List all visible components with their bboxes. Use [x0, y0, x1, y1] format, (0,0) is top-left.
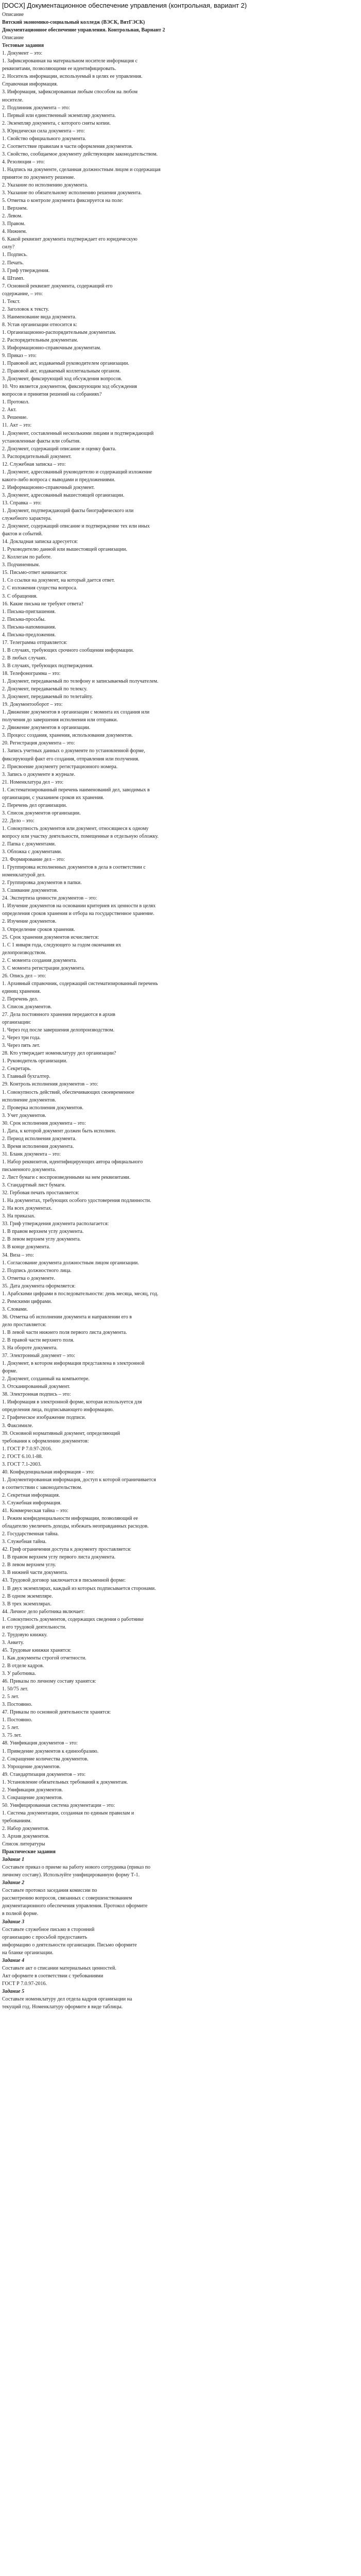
text-line: 30. Срок исполнения документа – это: — [2, 1120, 86, 1126]
text-line: 1. Руководитель организации. — [2, 1058, 67, 1064]
text-line: 1. В правом верхнем углу документа. — [2, 1229, 84, 1235]
text-line: 1. Организационно-распорядительным документам. — [2, 329, 116, 335]
text-line: 3. Анкету. — [2, 1639, 24, 1646]
text-line: 2. В правой части верхнего поля. — [2, 1337, 75, 1344]
text-line: 11. Акт – это: — [2, 422, 32, 429]
text-line: 2. В одном экземпляре. — [2, 1593, 53, 1599]
text-line: Описание — [2, 12, 24, 18]
text-line: 1. Верхнем. — [2, 206, 28, 212]
text-line: 3. Решение. — [2, 415, 28, 421]
text-line: 3. Письма-напоминания. — [2, 624, 56, 630]
text-line: 2. Печать. — [2, 260, 24, 266]
text-line: 2. Римскими цифрами. — [2, 1298, 52, 1304]
text-line: 2. Левом. — [2, 213, 23, 219]
text-line: 47. Приказы по основной деятельности хранятся: — [2, 1709, 111, 1716]
text-line: 3. Документ, передаваемый по телетайпу. — [2, 694, 93, 700]
text-line: 3. Учет документов. — [2, 1112, 46, 1118]
text-line: 3. Список документов организации. — [2, 810, 81, 816]
text-line: в полной форме. — [2, 1911, 39, 1917]
text-line: 1. Совокупность документов, содержащих сведения о работнике — [2, 1616, 144, 1622]
text-line: Акт оформите в соответствии с требованиями — [2, 1973, 104, 1979]
text-line: 3. Факсимиле. — [2, 1422, 33, 1429]
text-line: обладателю увеличить доходы, избежать неоправданных расходов. — [2, 1523, 149, 1530]
text-line: 37. Электронный документ – это: — [2, 1353, 75, 1359]
text-line: 1. Режим конфиденциальности информации, позволяющий ее — [2, 1516, 138, 1522]
text-line: 40. Конфиденциальная информация – это: — [2, 1469, 95, 1475]
text-line: 49. Стандартизация документов – это: — [2, 1771, 86, 1777]
text-line: 4. Штамп. — [2, 275, 25, 281]
text-line: 1. В левой части нижнего поля первого листа документа. — [2, 1329, 127, 1335]
text-line: 3. Запись о документе в журнале. — [2, 771, 76, 777]
text-line: 1. Правовой акт, издаваемый руководителем организации. — [2, 361, 129, 367]
text-line: 4. Письма-предложения. — [2, 632, 56, 638]
text-line: 1. Свойство официального документа. — [2, 135, 87, 142]
text-line: 1. Система документации, созданная по единым правилам и — [2, 1810, 134, 1816]
text-line: вопросу или участку деятельности, помещенные в отдельную обложку. — [2, 833, 159, 839]
text-line: 1. Руководителю данной или вышестоящей организации. — [2, 547, 127, 553]
text-line: 19. Документооборот – это: — [2, 702, 63, 708]
text-line: определения лица, подписывающего информацию. — [2, 1407, 114, 1413]
text-line: 36. Отметка об исполнении документа и направлении его в — [2, 1314, 132, 1320]
text-line: реквизитами, позволяющими ее идентифицировать. — [2, 66, 116, 72]
text-line: делопроизводством. — [2, 950, 46, 956]
text-line: письменного документа. — [2, 1166, 56, 1173]
text-line: 1. Информация в электронной форме, которая используется для — [2, 1399, 142, 1405]
text-line: 3. С момента регистрации документа. — [2, 965, 85, 971]
text-line: исполнение документов. — [2, 1097, 56, 1103]
text-line: 2. В отделе кадров. — [2, 1663, 44, 1669]
text-line: фактов и событий. — [2, 531, 43, 537]
task-heading: Задание 1 — [2, 1857, 25, 1863]
text-line: 1. Дата, к которой документ должен быть исполнен. — [2, 1128, 116, 1134]
text-line: 3. Список документов. — [2, 1004, 52, 1010]
text-line: 2. Носитель информации, используемый в целях ее управления. — [2, 74, 143, 80]
text-line: 3. Определение сроков хранения. — [2, 926, 75, 933]
text-line: 18. Телефонограмма – это: — [2, 670, 61, 676]
text-line: 27. Дела постоянного хранения передаются в архив — [2, 1012, 115, 1018]
text-line: 1. Изучение документов на основании критериев их ценности в целях — [2, 903, 156, 909]
text-line: 1. С 1 января года, следующего за годом окончания их — [2, 942, 122, 948]
text-line: 3. В конце документа. — [2, 1244, 50, 1250]
text-line: 24. Экспертиза ценности документов – это: — [2, 895, 97, 902]
text-line: 5. Отметка о контроле документа фиксируется на поле: — [2, 198, 124, 204]
text-line: 3. В случаях, требующих подтверждения. — [2, 663, 94, 669]
text-line: 3. Указание по обязательному исполнению решения документа. — [2, 190, 142, 196]
text-line: 2. Графическое изображение подписи. — [2, 1415, 86, 1421]
task-heading: Задание 4 — [2, 1957, 25, 1963]
text-line: 8. Устав организации относится к: — [2, 321, 77, 328]
text-line: организации: — [2, 1020, 31, 1026]
text-line: 2. Документ, передаваемый по телексу. — [2, 686, 88, 692]
text-line: 1. Систематизированный перечень наименований дел, заводимых в — [2, 787, 150, 793]
text-line: 21. Номенклатура дел – это: — [2, 779, 64, 785]
text-line: 1. Через год после завершения делопроизводством. — [2, 1027, 115, 1033]
text-line: Составьте номенклатуру дел отдела кадров организации на — [2, 1996, 132, 2002]
text-line: вопросов и принятия решений на собраниях? — [2, 392, 102, 398]
text-line: 4. Нижнем. — [2, 229, 27, 235]
text-line: 3. Распорядительный документ. — [2, 453, 72, 460]
text-line: 2. Документ, содержащий описание и подтверждение тех или иных — [2, 523, 150, 530]
text-line: 17. Телеграмма отправляется: — [2, 639, 67, 646]
text-line: 2. Группировка документов в папки. — [2, 880, 82, 886]
text-line: 43. Трудовой договор заключается в письменной форме: — [2, 1578, 126, 1584]
text-line: какого-либо вопроса с выводами и предложениями. — [2, 477, 115, 483]
text-line: 41. Коммерческая тайна – это: — [2, 1508, 68, 1514]
text-line: 2. Движение документов в организации. — [2, 725, 91, 731]
text-line: 2. Экземпляр документа, с которого сняты копии. — [2, 120, 111, 126]
text-line: и его трудовой деятельности. — [2, 1624, 66, 1630]
text-line: 38. Электронная подпись – это: — [2, 1392, 71, 1398]
text-line: Составьте приказ о приеме на работу нового сотрудника (приказ по — [2, 1865, 150, 1871]
text-line: 1. Согласование документа должностным лицом организации. — [2, 1260, 139, 1266]
text-line: 34. Виза – это: — [2, 1252, 34, 1258]
text-line: текущий год. Номенклатуру оформите в виде таблицы. — [2, 2004, 123, 2010]
text-line: 3. Документ, фиксирующий ход обсуждения вопросов. — [2, 376, 122, 382]
text-line: ГОСТ Р 7.0.97-2016. — [2, 1980, 47, 1987]
text-line: 28. Кто утверждает номенклатуру дел организации? — [2, 1050, 116, 1057]
text-line: 1. Документированная информация, доступ к которой ограничивается — [2, 1477, 156, 1483]
text-line: 3. Правом. — [2, 221, 25, 227]
document-title: [DOCX] Документационное обеспечение управления (контрольная, вариант 2) — [2, 2, 247, 9]
text-line: 3. Свойство, сообщаемое документу действующим законодательством. — [2, 151, 158, 157]
text-line: 1. Набор реквизитов, идентифицирующих автора официального — [2, 1159, 143, 1165]
text-line: рассмотрению вопросов, связанных с совершенствованием — [2, 1895, 132, 1902]
text-line: 39. Основной нормативный документ, определяющий — [2, 1430, 120, 1436]
text-line: 1. Со ссылки на документ, на который дается ответ. — [2, 578, 115, 584]
text-line: 33. Гриф утверждения документа располагается: — [2, 1221, 109, 1227]
text-line: 2. Набор документов. — [2, 1825, 49, 1832]
text-line: 1. Движение документов в организации с момента их создания или — [2, 709, 150, 716]
text-line: 3. Словами. — [2, 1306, 28, 1312]
text-line: 1. Первый или единственный экземпляр документа. — [2, 112, 116, 118]
text-line: 1. Запись учетных данных о документе по установленной форме, — [2, 748, 145, 754]
text-line: 10. Что является документом, фиксирующим ход обсуждения — [2, 384, 137, 390]
text-line: 3. Через пять лет. — [2, 1043, 40, 1049]
text-line: 2. Письма-просьбы. — [2, 616, 46, 622]
text-line: 31. Бланк документа – это: — [2, 1151, 61, 1157]
text-line: 35. Дата документа оформляется: — [2, 1283, 76, 1289]
text-line: силу? — [2, 244, 15, 250]
text-line: 15. Письмо-ответ начинается: — [2, 570, 67, 576]
text-line: 50. Унифицированная система документации – это: — [2, 1802, 115, 1808]
text-line: 6. Какой реквизит документа подтверждает его юридическую — [2, 236, 137, 243]
text-line: 46. Приказы по личному составу хранятся: — [2, 1679, 96, 1685]
text-line: 2. Папка с документами. — [2, 841, 56, 848]
text-line: 1. Письма-приглашения. — [2, 608, 56, 615]
text-line: 3. 75 лет. — [2, 1733, 22, 1739]
text-line: 12. Служебная записка – это: — [2, 461, 66, 467]
text-line: форме. — [2, 1368, 18, 1375]
text-line: 3. На приказах. — [2, 1213, 36, 1219]
text-line: 2. С изложения существа вопроса. — [2, 585, 78, 591]
text-line: 1. Совокупность действий, обеспечивающих своевременное — [2, 1089, 134, 1095]
text-line: принятое по документу решение. — [2, 174, 75, 180]
text-line: 1. Приведение документов к единообразию. — [2, 1748, 99, 1754]
text-line: 3. Стандартный лист бумаги. — [2, 1182, 66, 1189]
text-line: Справочная информация. — [2, 81, 58, 88]
text-line: в соответствии с законодательством. — [2, 1484, 82, 1490]
text-line: 2. Унификация документов. — [2, 1787, 63, 1793]
task-heading: Задание 3 — [2, 1919, 25, 1925]
text-line: 3. Наименование вида документа. — [2, 314, 77, 320]
text-line: 1. Надпись на документе, сделанная должностным лицом и содержащая — [2, 166, 161, 173]
text-line: 1. Установление обязательных требований к документам. — [2, 1779, 128, 1785]
text-line: 2. В левом верхнем углу. — [2, 1562, 56, 1568]
section-heading: Практические задания — [2, 1849, 56, 1855]
task-heading: Задание 5 — [2, 1988, 25, 1994]
text-line: 2. Коллегам по работе. — [2, 554, 52, 561]
text-line: 3. У работника. — [2, 1671, 36, 1677]
text-line: на бланке организации. — [2, 1950, 54, 1956]
text-line: 48. Унификация документов – это: — [2, 1740, 78, 1747]
text-line: 3. Гриф утверждения. — [2, 267, 50, 274]
text-line: 14. Докладная записка адресуется: — [2, 539, 78, 545]
text-line: 2. Присвоение документу регистрационного номера. — [2, 764, 118, 770]
text-line: организацию с просьбой предоставить — [2, 1934, 88, 1940]
text-line: 2. Заголовок к тексту. — [2, 306, 49, 312]
text-line: единиц хранения. — [2, 988, 41, 994]
text-line: 45. Трудовые книжки хранятся: — [2, 1647, 72, 1653]
text-line: номенклатурой дел. — [2, 872, 46, 878]
text-line: 1. Арабскими цифрами в последовательности: день месяца, месяц, год. — [2, 1291, 159, 1297]
text-line: документационного обеспечения управления. Протокол оформите — [2, 1903, 148, 1909]
text-line: 2. Указание по исполнению документа. — [2, 182, 88, 189]
text-line: 42. Гриф ограничения доступа к документу проставляется: — [2, 1547, 132, 1553]
text-line: 1. Документ, составленный несколькими лицами и подтверждающий — [2, 430, 154, 436]
text-line: дело проставляется: — [2, 1321, 46, 1328]
text-line: 1. Документ, подтверждающий факты биографического или — [2, 508, 134, 514]
text-line: 3. Обложка с документами. — [2, 849, 62, 855]
section-heading: Документационное обеспечение управления. Контрольная, Вариант 2 — [2, 27, 165, 33]
text-line: 3. В трех экземплярах. — [2, 1601, 52, 1607]
text-line: 3. Служебная тайна. — [2, 1539, 47, 1545]
text-line: 26. Опись дел – это: — [2, 973, 46, 979]
text-line: 2. Акт. — [2, 407, 17, 413]
document-body — [2, 11, 359, 2011]
text-line: 2. Распорядительным документам. — [2, 337, 78, 343]
text-line: 1. На документах, требующих особого удостоверения подлинности. — [2, 1198, 151, 1204]
text-line: 3. Отсканированный документ. — [2, 1384, 71, 1390]
text-line: Составьте протокол заседания комиссии по — [2, 1888, 97, 1894]
text-line: 2. Период исполнения документа. — [2, 1136, 77, 1142]
text-line: 1. Подпись. — [2, 252, 28, 258]
text-line: 1. Архивный справочник, содержащий систематизированный перечень — [2, 980, 158, 987]
text-line: требования к оформлению документов: — [2, 1438, 89, 1444]
text-line: 1. Документ, адресованный руководителю и содержащий изложение — [2, 469, 152, 475]
text-line: 3. ГОСТ 7.1-2003. — [2, 1461, 42, 1467]
text-line: 3. Главный бухгалтер. — [2, 1074, 50, 1080]
text-line: 2. 5 лет. — [2, 1725, 20, 1731]
task-heading: Задание 2 — [2, 1880, 25, 1886]
text-line: 2. Трудовую книжку. — [2, 1632, 48, 1638]
text-line: 9. Приказ – это: — [2, 353, 37, 359]
text-line: 2. В любых случаях. — [2, 655, 47, 661]
text-line: содержание, – это: — [2, 291, 43, 297]
text-line: 3. Процесс создания, хранения, использования документов. — [2, 733, 133, 739]
text-line: личному составу). Используйте унифицированную форму Т-1. — [2, 1872, 140, 1878]
text-line: 3. Упрощение документов. — [2, 1764, 61, 1770]
text-line: 32. Гербовая печать проставляется: — [2, 1190, 79, 1196]
text-line: 2. Государственная тайна. — [2, 1531, 59, 1537]
text-line: 3. Постоянно. — [2, 1702, 32, 1708]
text-line: 1. Постоянно. — [2, 1717, 32, 1723]
text-line: 3. Сшивание документов. — [2, 888, 58, 894]
text-line: 3. Сокращение документов. — [2, 1794, 63, 1801]
text-line: 1. 50/75 лет. — [2, 1686, 28, 1692]
text-line: 1. Текст. — [2, 298, 21, 304]
text-line: фиксирующей факт его создания, отправления или получения. — [2, 756, 140, 762]
text-line: 2. На всех документах. — [2, 1206, 53, 1212]
text-line: 1. ГОСТ Р 7.0.97-2016. — [2, 1446, 53, 1452]
text-line: 3. Юридически сила документа – это: — [2, 128, 85, 134]
text-line: 1. Как документы строгой отчетности. — [2, 1655, 87, 1661]
text-line: 1. В двух экземплярах, каждый из которых подписывается сторонами. — [2, 1585, 156, 1591]
text-line: 22. Дело – это: — [2, 818, 35, 824]
text-line: 29. Контроль исполнения документов – это: — [2, 1081, 98, 1088]
text-line: 3. Подчиненным. — [2, 562, 40, 568]
text-line: 2. Информационно-справочный документ. — [2, 484, 95, 490]
text-line: 2. Подпись должностного лица. — [2, 1267, 72, 1274]
text-line: 7. Основной реквизит документа, содержащий его — [2, 283, 113, 289]
section-heading: Вятский экономико-социальный колледж (ВЭСК, ВятГЭСК) — [2, 20, 145, 26]
text-line: 3. Архив документов. — [2, 1834, 50, 1840]
text-line: Составьте акт о списании материальных ценностей. — [2, 1965, 116, 1971]
text-line: служебного характера. — [2, 516, 52, 522]
text-line: 2. В левом верхнем углу документа. — [2, 1236, 81, 1243]
text-line: 3. С обращения. — [2, 593, 38, 599]
text-line: 3. Информационно-справочным документам. — [2, 345, 101, 351]
text-line: 16. Какие письма не требуют ответа? — [2, 601, 83, 607]
text-line: 2. Через три года. — [2, 1035, 41, 1041]
text-line: определения сроков хранения и отбора на государственное хранение. — [2, 911, 154, 917]
text-line: установленные факты или события. — [2, 438, 81, 444]
text-line: 1. Группировка исполненных документов в дела в соответствии с — [2, 865, 146, 871]
text-line: 2. Правовой акт, издаваемый коллегиальным органом. — [2, 368, 121, 375]
text-line: 2. Перечень дел. — [2, 996, 38, 1002]
text-line: 3. Служебная информация. — [2, 1500, 62, 1506]
text-line: 2. Лист бумаги с воспроизведенными на нем реквизитами. — [2, 1175, 131, 1181]
text-line: 2. Секретная информация. — [2, 1492, 60, 1498]
text-line: 2. ГОСТ 6.10.1-88. — [2, 1453, 43, 1460]
text-line: 3. Документ, адресованный вышестоящей организации. — [2, 492, 125, 498]
text-line: 1. Документ – это: — [2, 50, 43, 57]
text-line: 1. В правом верхнем углу первого листа документа. — [2, 1554, 116, 1561]
text-line: 1. Совокупность документов или документ, относящиеся к одному — [2, 825, 149, 832]
text-line: 2. Секретарь. — [2, 1066, 31, 1072]
text-line: требованиям. — [2, 1818, 32, 1824]
text-line: Составьте служебное письмо в сторонний — [2, 1926, 95, 1933]
text-line: 1. Документ, передаваемый по телефону и записываемый получателем. — [2, 679, 159, 685]
text-line: 3. На обороте документа. — [2, 1345, 58, 1351]
section-heading: Тестовые задания — [2, 43, 44, 49]
text-line: Описание — [2, 35, 24, 41]
text-line: 2. Документ, содержащий описание и оценку факта. — [2, 446, 116, 452]
text-line: 2. Подлинник документа – это: — [2, 105, 70, 111]
text-line: 2. Проверка исполнения документов. — [2, 1105, 83, 1111]
text-line: организации, с указанием сроков их хранения. — [2, 794, 105, 801]
text-line: 13. Справка – это: — [2, 500, 42, 506]
text-line: информацию о деятельности организации. Письмо оформите — [2, 1942, 137, 1948]
text-line: 23. Формирование дел – это: — [2, 857, 65, 863]
text-line: 2. С момента создания документа. — [2, 957, 77, 963]
text-line: 3. Отметка о документе. — [2, 1275, 55, 1281]
text-line: получения до завершения исполнения или отправки. — [2, 717, 118, 723]
text-line: 3. Время исполнения документа. — [2, 1143, 74, 1149]
text-line: 3. Информация, зафиксированная любым способом на любом — [2, 89, 138, 95]
text-line: 2. Изучение документов. — [2, 919, 57, 925]
text-line: 2. Перечень дел организации. — [2, 802, 67, 808]
text-line: 20. Регистрация документа – это: — [2, 740, 75, 747]
text-line: 1. Документ, в котором информация представлена в электронной — [2, 1361, 145, 1367]
text-line: 44. Личное дело работника включает: — [2, 1608, 85, 1615]
text-line: 4. Резолюция – это: — [2, 159, 45, 165]
text-line: 3. В нижней части документа. — [2, 1570, 68, 1576]
text-line: носителе. — [2, 97, 24, 103]
text-line: 2. Документ, созданный на компьютере. — [2, 1376, 90, 1382]
text-line: 1. В случаях, требующих срочного сообщения информации. — [2, 647, 134, 653]
text-line: 1. Протокол. — [2, 399, 30, 405]
text-line: 2. Соответствие правилам в части оформления документов. — [2, 143, 133, 149]
text-line: 25. Срок хранения документов исчисляется: — [2, 934, 99, 940]
text-line: 2. Сокращение количества документов. — [2, 1756, 89, 1762]
text-line: Список литературы — [2, 1841, 45, 1848]
text-line: 2. 5 лет. — [2, 1694, 20, 1700]
text-line: 1. Зафиксированная на материальном носителе информация с — [2, 58, 138, 64]
